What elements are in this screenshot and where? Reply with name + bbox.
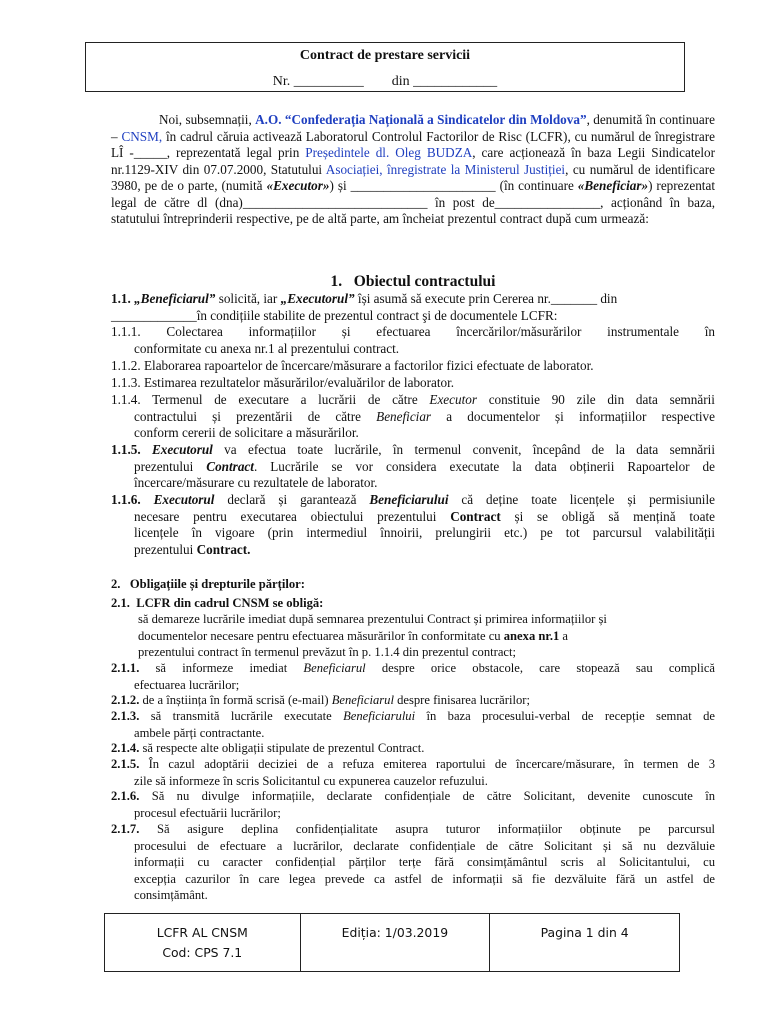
clause-text: Să nu divulge informațiile, declarate confidențiale de către Solicitant, devenite cunoscute în [139, 789, 715, 803]
footer-code: Cod: CPS 7.1 [162, 945, 243, 960]
intro-text: , cu numărul de identificare 3980, pe de o parte, (numită [111, 161, 715, 193]
clause-text: Executorul [152, 442, 213, 457]
clause-text: Beneficiarul [303, 661, 366, 675]
clause-2-1-1 [111, 660, 715, 693]
clause-number: 1.1.6. [111, 492, 154, 507]
footer-org: LCFR AL CNSM [156, 925, 248, 940]
clause-text: că deține toate licențele și permisiunile [448, 492, 715, 507]
clause-text: Beneficiarului [369, 492, 449, 507]
clause-text: să respecte alte obligații stipulate de prezentul Contract. [139, 741, 425, 755]
clause-number: 1.1.5. [111, 442, 153, 457]
clause-number: 2.1.1. [111, 661, 140, 675]
clause-text: prezentului [134, 541, 197, 557]
clause-text: _____________în condițiile stabilite de prezentul contract şi de documentele LCFR: [111, 307, 558, 323]
clause-text: să demareze lucrările imediat după semnarea prezentului Contract și primirea informațiilor și [138, 612, 607, 626]
clause-1-1-3: 1.1.3. Estimarea rezultatelor măsurărilor/evaluărilor de laborator. [111, 375, 455, 390]
clause-1-1-5 [111, 442, 715, 492]
clause-text: necesare pentru executarea obiectului prezentului [134, 508, 451, 524]
clause-2-1: 2.1. LCFR din cadrul CNSM se obligă: [111, 596, 324, 610]
clause-number: 2.1.7. [111, 822, 140, 836]
contract-number-line: Nr. __________ din ____________ [272, 74, 498, 89]
clause-text: Executorul [153, 492, 215, 507]
intro-text: ) reprezentat legal de către dl (dna)____________________________ în post de________________, acționând în baza, statutului întreprinderii respective, pe de altă parte, am încheiat prezentul contract după cum urmează: [111, 178, 715, 226]
clause-text: În cazul adoptării deciziei de a refuza emiterea raportului de încercare/măsurare, în termen de 3 [139, 757, 715, 771]
footer-table [104, 913, 680, 972]
footer-page: Pagina 1 din 4 [490, 914, 680, 972]
clause-text: să transmită lucrările executate [139, 709, 344, 723]
clause-number: 2.1.3. [111, 709, 140, 723]
clause-1-1-4 [111, 392, 715, 442]
footer-edition: Ediția: 1/03.2019 [300, 914, 490, 972]
clause-text: „Beneficiarul” [134, 291, 216, 306]
clause-text: anexa nr.1 [503, 628, 560, 643]
clause-text: . Lucrările se vor considera executate la data obținerii Rapoartelor de [253, 458, 715, 474]
clause-text: Contract [450, 508, 501, 524]
representative: Președintele dl. Oleg BUDZA [305, 145, 473, 160]
clause-text: documentelor necesare pentru efectuarea măsurărilor în conformitate cu [138, 628, 504, 643]
org-name: A.O. “Confederația Națională a Sindicatelor din Moldova” [255, 112, 587, 127]
clause-text: procesul efectuării lucrărilor; [134, 805, 281, 820]
clause-text: solicită, iar [215, 291, 281, 306]
clause-text: încercare/măsurare cu rezultatele de laborator. [134, 475, 378, 490]
clause-text: 1.1.1. Colectarea informațiilor și efectuarea încercărilor/măsurărilor instrumentale în [111, 324, 715, 339]
section-2-title: 2. Obligațiile și drepturile părților: [111, 577, 305, 591]
clause-text: a [559, 628, 569, 643]
association-ref: Asociației, înregistrate la Ministerul Justiției [325, 161, 566, 177]
clause-text: Beneficiarului [343, 709, 416, 723]
clause-text: despre finisarea lucrărilor; [393, 693, 530, 707]
clause-text: despre orice obstacole, care stopează sau complică [365, 661, 716, 675]
clause-2-1-5 [111, 756, 715, 789]
clause-number: 2.1.5. [111, 757, 140, 771]
clause-1-1-1 [111, 324, 715, 357]
clause-text: 1.1.4. Termenul de executare a lucrării de către [111, 392, 430, 407]
clause-text: își asumă să execute prin Cererea nr._______ din [354, 291, 618, 306]
clause-number: 1.1. [111, 291, 135, 306]
clause-1-1-6 [111, 492, 715, 558]
footer-org-cell [105, 914, 301, 972]
clause-text: zile să informeze în scris Solicitantul cu expunerea cauzelor refuzului. [134, 773, 488, 788]
clause-2-1-4 [111, 740, 715, 757]
clause-text: prezentului [134, 458, 207, 474]
clause-text: declară și garantează [214, 492, 370, 507]
clause-text: conform cererii de solicitare a măsurărilor. [134, 425, 359, 440]
clause-text: Contract [206, 458, 254, 474]
clause-text: Contract. [196, 541, 251, 557]
contract-title: Contract de prestare servicii [299, 48, 471, 63]
clause-text: Beneficiar [376, 408, 432, 424]
clause-text: să informeze imediat [139, 661, 304, 675]
clause-text: contractului și prezentării de către [134, 408, 377, 424]
clause-text: Executor [429, 392, 477, 407]
clause-text: conformitate cu anexa nr.1 al prezentului contract. [134, 340, 400, 356]
clause-1-1 [111, 291, 715, 324]
clause-number: 2.1.2. [111, 693, 140, 707]
executor-term: «Executor» [266, 178, 330, 193]
clause-text: excepția cazurilor în care legea prevede ca astfel de informații să fie dezvăluite fără un astfel de [134, 871, 715, 886]
clause-text: a documentelor și informațiilor respective [431, 408, 715, 424]
clause-text: efectuarea lucrărilor; [134, 677, 240, 692]
intro-text: , denumită în continuare – [111, 112, 715, 144]
clause-number: 2.1.4. [111, 741, 140, 755]
cnsm-abbrev: CNSM, [121, 128, 163, 144]
clause-text: Beneficiarul [331, 693, 394, 707]
clause-text: de a înștiința în formă scrisă (e-mail) [139, 693, 332, 707]
clause-2-1-3 [111, 708, 715, 741]
clause-text: în baza procesului-verbal de recepție semnat de [415, 709, 715, 723]
clause-text: consimțământ. [134, 888, 208, 902]
intro-text: în cadrul căruia activează Laboratorul Controlul Factorilor de Risc (LCFR), cu numărul de înregistrare LÎ -_____, reprezentată legal prin [111, 128, 715, 160]
clause-2-1-2 [111, 692, 715, 709]
clause-text: procesului de efectuare a lucrărilor, declarate confidențiale de către Solicitant și să nu dezvăluie [134, 838, 715, 853]
clause-2-1-text [111, 611, 715, 661]
clause-2-1-6 [111, 788, 715, 821]
clause-text: constituie 90 zile din data semnării [477, 392, 715, 407]
clause-text: și se obligă să mențină toate [500, 508, 715, 524]
clause-text: ambele părți contractante. [134, 725, 265, 740]
beneficiar-term: «Beneficiar» [577, 178, 649, 193]
clause-1-1-2: 1.1.2. Elaborarea rapoartelor de încercare/măsurare a factorilor fizici efectuate de laborator. [111, 358, 594, 373]
clause-text: Să asigure deplina confidențialitate asupra tuturor informațiilor obținute pe parcursul [139, 822, 715, 836]
intro-text: Noi, subsemnații, [159, 112, 256, 127]
clause-text: informații cu caracter confidențial părților terțe fără consimțământul scris al Solicitantului, cu [134, 855, 715, 869]
intro-text: , care acționează în baza Legii Sindicatelor nr.1129-XIV din 07.07.2000, Statutului [111, 145, 715, 177]
clause-2-1-7 [111, 821, 715, 904]
section-1-title: 1. Obiectul contractului [330, 273, 496, 290]
clause-number: 2.1.6. [111, 789, 140, 803]
clause-text: va efectua toate lucrările, în termenul convenit, începând de la data semnării [212, 442, 716, 457]
clause-text: prezentului contract în termenul prevăzut în p. 1.1.4 din prezentul contract; [138, 645, 517, 659]
clause-text: „Executorul” [280, 291, 355, 306]
intro-text: ) și ______________________ (în continuare [329, 178, 578, 193]
clause-text: licențele în vigoare (prin intermediul înnoirii, prelungirii etc.) pe tot parcursul valabilității [134, 525, 715, 540]
intro-paragraph [111, 112, 715, 228]
